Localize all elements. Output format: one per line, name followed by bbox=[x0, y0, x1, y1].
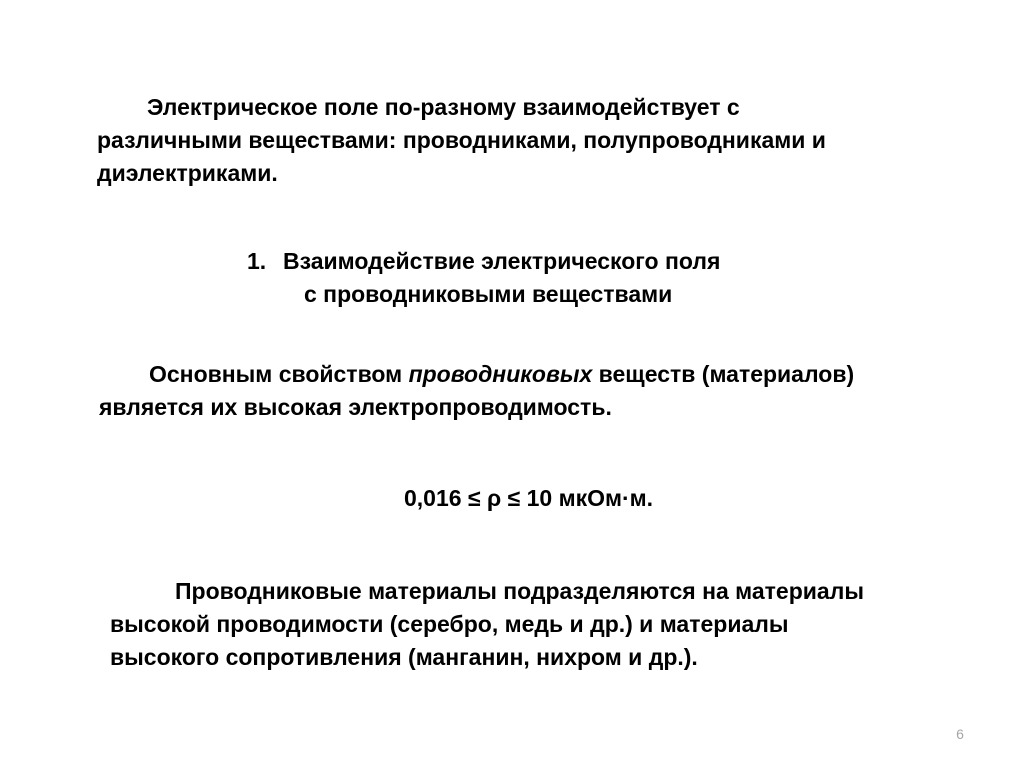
section-heading bbox=[247, 248, 720, 275]
materials-text-line-2: высокой проводимости (серебро, медь и др.) и материалы bbox=[110, 611, 789, 637]
intro-text-line-1: Электрическое поле по-разному взаимодействует с bbox=[147, 94, 740, 120]
intro-text-line-3: диэлектриками. bbox=[97, 160, 278, 186]
section-number: 1. bbox=[247, 248, 267, 274]
property-emphasis: проводниковых bbox=[408, 361, 593, 387]
property-text-line-1 bbox=[149, 361, 854, 388]
materials-text-line-3: высокого сопротивления (манганин, нихром и др.). bbox=[110, 644, 698, 670]
property-text-before: Основным свойством bbox=[149, 361, 409, 387]
section-title-line-1: Взаимодействие электрического поля bbox=[283, 248, 721, 274]
page-number: 6 bbox=[956, 726, 964, 742]
property-text-after: веществ (материалов) bbox=[592, 361, 855, 387]
materials-text-line-1: Проводниковые материалы подразделяются на материалы bbox=[175, 578, 864, 604]
resistivity-formula: 0,016 ≤ ρ ≤ 10 мкОм·м. bbox=[404, 485, 654, 511]
property-text-line-2: является их высокая электропроводимость. bbox=[99, 394, 612, 420]
section-title-line-2: с проводниковыми веществами bbox=[304, 281, 673, 307]
intro-text-line-2: различными веществами: проводниками, полупроводниками и bbox=[97, 127, 826, 153]
